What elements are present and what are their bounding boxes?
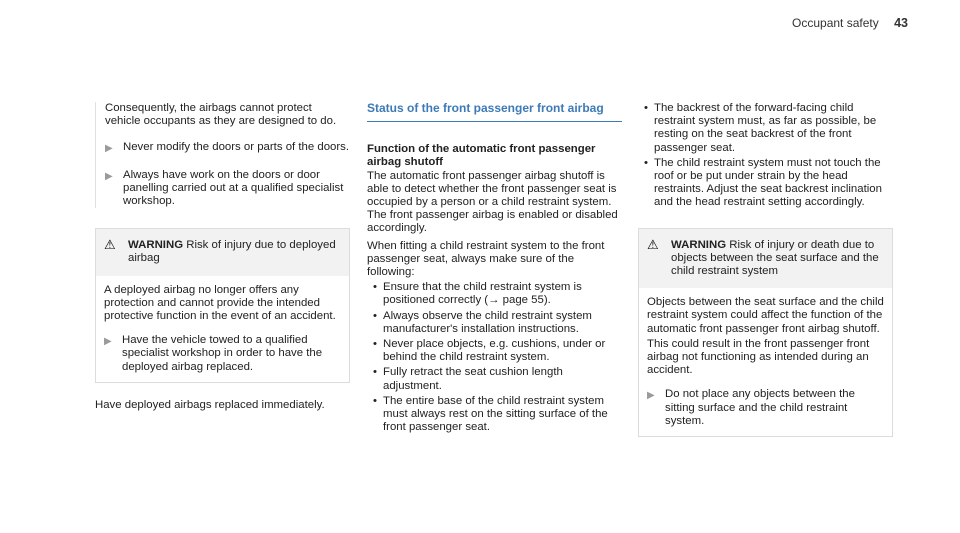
- step-item: [104, 334, 341, 374]
- paragraph: When fitting a child restraint system to the front passenger seat, always make sure of the following:: [367, 239, 605, 279]
- step-item: [105, 169, 350, 209]
- list-item: [638, 102, 893, 155]
- list-text: The child restraint system must not touch the roof or be put under strain by the head restraints. Adjust the seat backrest inclination and the head restraint setting accordingly.: [654, 156, 882, 209]
- list-item: [367, 338, 622, 364]
- warning-label: WARNING: [128, 239, 184, 252]
- bullet-dot-icon: •: [373, 338, 377, 351]
- step-text: Always have work on the doors or door panelling carried out at a qualified specialist workshop.: [123, 168, 344, 208]
- warning-text: This could result in the front passenger front airbag not functioning as intended during an accident.: [647, 337, 870, 377]
- step-text: Have the vehicle towed to a qualified specialist workshop in order to have the deployed airbag replaced.: [122, 334, 323, 373]
- step-item: [105, 141, 350, 155]
- step-text: Do not place any objects between the sitting surface and the child restraint system.: [665, 388, 855, 427]
- list-item: [638, 157, 893, 210]
- step-arrow-icon: ▶: [105, 143, 113, 155]
- warning-title-wrap: [128, 239, 341, 265]
- intro-frame: [95, 102, 350, 208]
- section-heading: Status of the front passenger front airbag: [367, 102, 622, 122]
- list-item: [367, 281, 622, 307]
- page-number: 43: [894, 16, 908, 30]
- warning-triangle-icon: ⚠: [647, 236, 659, 252]
- list-text: The backrest of the forward-facing child restraint system must, as far as possible, be resting on the seat backrest of the front passenger seat.: [654, 102, 877, 154]
- warning-header: [96, 229, 349, 275]
- warning-triangle-icon: ⚠: [104, 237, 116, 253]
- bullet-dot-icon: •: [373, 309, 377, 322]
- warning-body: [639, 288, 892, 436]
- subheading: Function of the automatic front passenger airbag shutoff: [367, 143, 596, 169]
- warning-text: A deployed airbag no longer offers any protection and cannot provide the intended protective function in the event of an accident.: [104, 283, 336, 323]
- warning-title-wrap: [671, 239, 884, 279]
- list-text: Ensure that the child restraint system is positioned correctly (→ page 55).: [383, 281, 582, 307]
- warning-box: [95, 228, 350, 383]
- column-left: [95, 102, 350, 412]
- warning-box: [638, 228, 893, 437]
- warning-label: WARNING: [671, 238, 727, 251]
- bullet-dot-icon: •: [644, 102, 648, 114]
- step-arrow-icon: ▶: [105, 170, 113, 182]
- step-arrow-icon: ▶: [104, 336, 112, 348]
- intro-text: Consequently, the airbags cannot protect vehicle occupants as they are designed to do.: [105, 102, 337, 128]
- footer-text: Have deployed airbags replaced immediately.: [95, 398, 325, 411]
- bullet-dot-icon: •: [373, 366, 377, 379]
- warning-text: Objects between the seat surface and the child restraint system could affect the function of the automatic front passenger front airbag shutoff.: [647, 296, 884, 335]
- warning-header: [639, 229, 892, 289]
- step-text: Never modify the doors or parts of the doors.: [123, 141, 350, 154]
- column-right: [638, 102, 893, 437]
- warning-title: Risk of injury or death due to objects between the seat surface and the child restraint system: [671, 238, 879, 278]
- paragraph: The automatic front passenger airbag shutoff is able to detect whether the front passenger seat is occupied by a person or a child restraint system. The front passenger airbag is enabled or disabled accordingly.: [367, 169, 618, 235]
- step-arrow-icon: ▶: [647, 390, 655, 402]
- warning-title: Risk of injury due to deployed airbag: [128, 239, 336, 265]
- bullet-dot-icon: •: [373, 394, 377, 407]
- page-header: [792, 17, 908, 30]
- bullet-dot-icon: •: [373, 281, 377, 294]
- list-text: Fully retract the seat cushion length adjustment.: [383, 366, 563, 392]
- list-item: [367, 395, 622, 435]
- bullet-dot-icon: •: [644, 156, 648, 169]
- list-item: [367, 310, 622, 336]
- list-text: The entire base of the child restraint system must always rest on the sitting surface of the front passenger seat.: [383, 394, 608, 434]
- section-title-header: Occupant safety: [792, 16, 879, 30]
- list-text: Never place objects, e.g. cushions, under or behind the child restraint system.: [383, 338, 606, 364]
- warning-body: [96, 276, 349, 382]
- column-middle: [367, 102, 622, 434]
- list-item: [367, 366, 622, 392]
- list-text: Always observe the child restraint system manufacturer's installation instructions.: [383, 309, 592, 335]
- step-item: [647, 388, 884, 428]
